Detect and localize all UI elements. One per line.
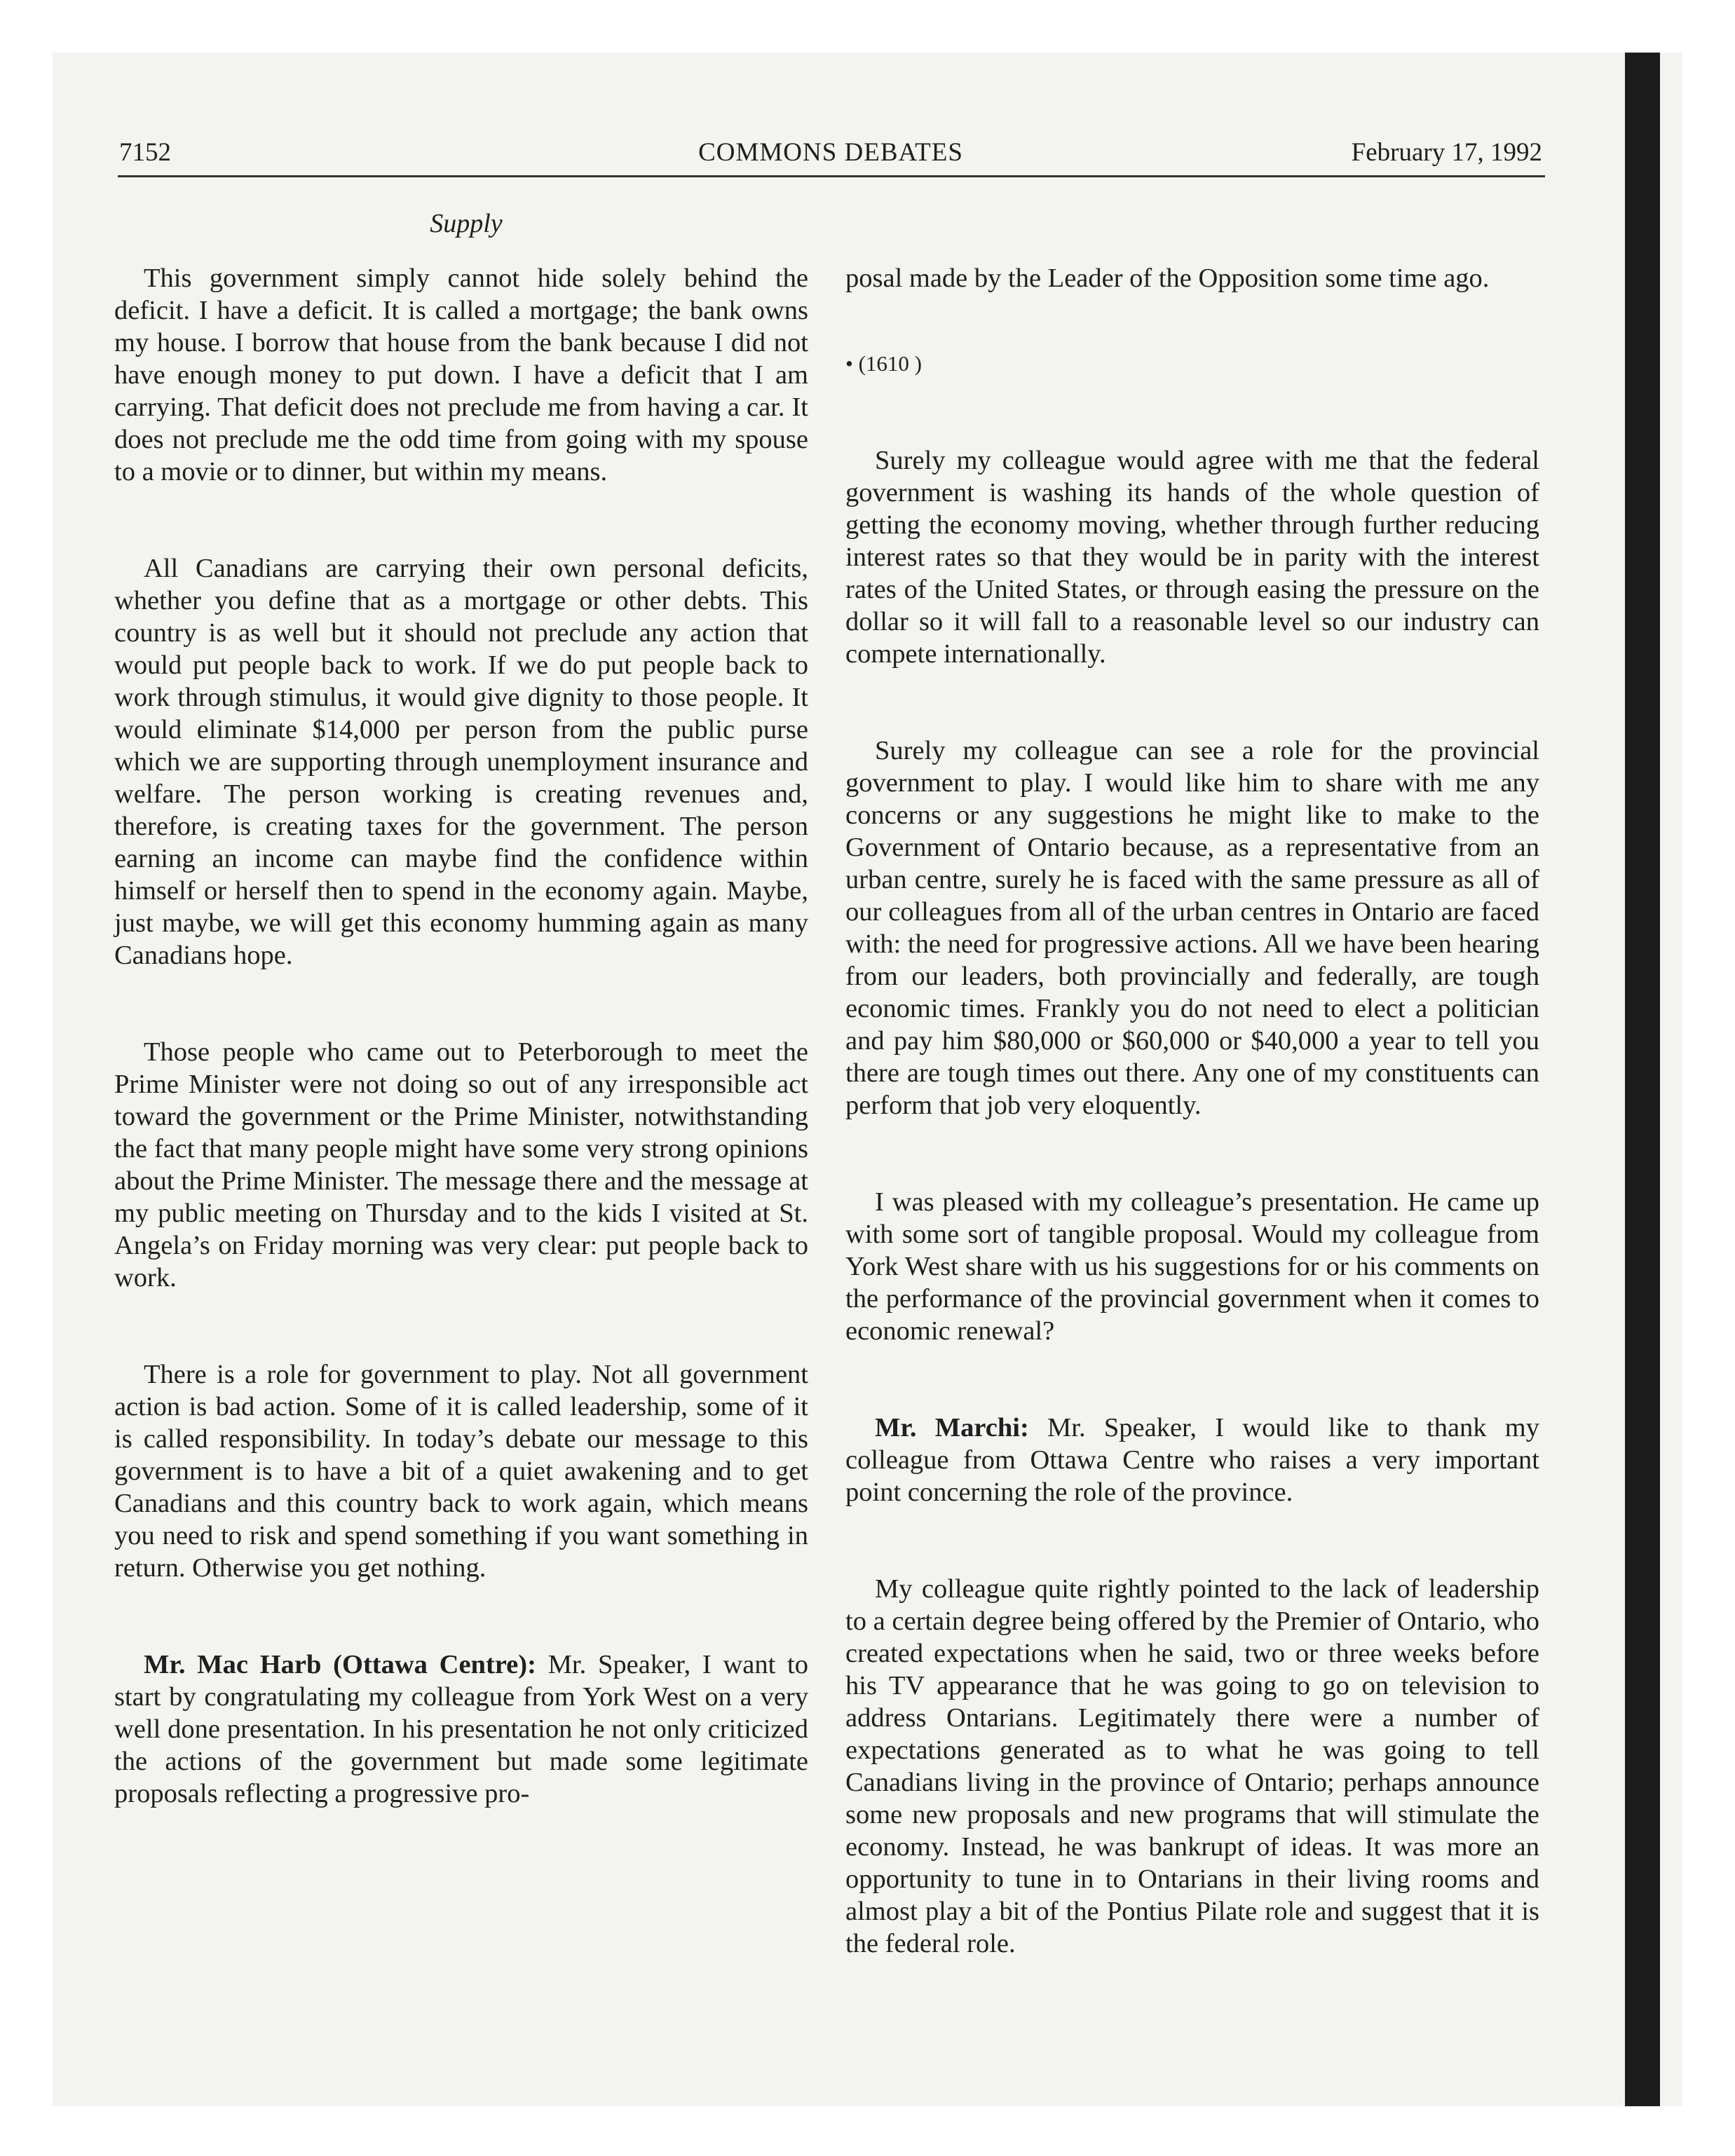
- paragraph: There is a role for government to play. Not all government action is bad action. Some of it is called leadership, some of it is called responsibility. In today’s debate our message to this government is to have a bit of a quiet awakening and to get Canadians and this country back to work again, which means you need to risk and spend something if you want something in return. Otherwise you get nothing.: [114, 1360, 808, 1583]
- time-marker: • (1610 ): [845, 351, 922, 376]
- speech-text: Mr. Speaker, I would like to thank my colleague from Ottawa Centre who raises a very important point concerning the role of the province.: [845, 1413, 1539, 1507]
- header-rule: [118, 175, 1545, 177]
- paragraph: Those people who came out to Peterborough to meet the Prime Minister were not doing so out of any irresponsible act toward the government or the Prime Minister, notwithstanding the fact that many people might have some very strong opinions about the Prime Minister. The message there and the message at my public meeting on Thursday and to the kids I visited at St. Angela’s on Friday morning was very clear: put people back to work.: [114, 1037, 808, 1292]
- running-header: [119, 137, 1542, 175]
- speech-text: Mr. Speaker, I want to start by congratulating my colleague from York West on a very well done presentation. In his presentation he not only criticized the actions of the government but made some legitimate proposals reflecting a progressive pro-: [114, 1650, 808, 1808]
- scan-edge-shadow: [1625, 53, 1660, 2106]
- publication-title: COMMONS DEBATES: [698, 138, 963, 167]
- paragraph: This government simply cannot hide solely behind the deficit. I have a deficit. It is called a mortgage; the bank owns my house. I borrow that house from the bank because I did not have enough money to put down. I have a deficit that I am carrying. That deficit does not preclude me from having a car. It does not preclude me the odd time from going with my spouse to a movie or to dinner, but within my means.: [114, 264, 808, 486]
- paragraph: I was pleased with my colleague’s presentation. He came up with some sort of tangible proposal. Would my colleague from York West share with us his suggestions for or his comments on the performance of the provincial government when it comes to economic renewal?: [845, 1187, 1539, 1346]
- paragraph-continuation: posal made by the Leader of the Opposition some time ago.: [845, 264, 1490, 293]
- paragraph: Surely my colleague can see a role for the provincial government to play. I would like him to share with me any concerns or any suggestions he might like to make to the Government of Ontario because, as a representative from an urban centre, surely he is faced with the same pressure as all of our colleagues from all of the urban centres in Ontario are faced with: the need for progressive actions. All we have been hearing from our leaders, both provincially and federally, are tough economic times. Frankly you do not need to elect a politician and pay him $80,000 or $60,000 or $40,000 a year to tell you there are tough times out there. Any one of my constituents can perform that job very eloquently.: [845, 736, 1539, 1120]
- speaker-name: Mr. Mac Harb (Ottawa Centre):: [144, 1650, 536, 1679]
- right-column: [845, 262, 1539, 2024]
- section-title: Supply: [430, 209, 503, 238]
- speaker-paragraph: [114, 1649, 808, 1810]
- speaker-paragraph: [845, 1412, 1539, 1508]
- page-number: 7152: [119, 138, 171, 167]
- speaker-name: Mr. Marchi:: [875, 1413, 1029, 1442]
- paragraph: My colleague quite rightly pointed to the lack of leadership to a certain degree being offered by the Premier of Ontario, who created expectations when he said, two or three weeks before his TV appearance that he was going to go on television to address Ontarians. Legitimately there were a number of expectations generated as to what he was going to tell Canadians living in the province of Ontario; perhaps announce some new proposals and new programs that will stimulate the economy. Instead, he was bankrupt of ideas. It was more an opportunity to tune in to Ontarians in their living rooms and almost play a bit of the Pontius Pilate role and suggest that it is the federal role.: [845, 1574, 1539, 1958]
- issue-date: February 17, 1992: [1351, 138, 1542, 167]
- paragraph: Surely my colleague would agree with me that the federal government is washing its hands of the whole question of getting the economy moving, whether through further reducing interest rates so that they would be in parity with the interest rates of the United States, or through easing the pressure on the dollar so it will fall to a reasonable level so our industry can compete internationally.: [845, 446, 1539, 669]
- paragraph: All Canadians are carrying their own personal deficits, whether you define that as a mortgage or other debts. This country is as well but it should not preclude any action that would put people back to work. If we do put people back to work through stimulus, it would give dignity to those people. It would eliminate $14,000 per person from the public purse which we are supporting through unemployment insurance and welfare. The person working is creating revenues and, therefore, is creating taxes for the government. The person earning an income can maybe find the confidence within himself or herself then to spend in the economy again. Maybe, just maybe, we will get this economy humming again as many Canadians hope.: [114, 554, 808, 970]
- left-column: [114, 262, 808, 1874]
